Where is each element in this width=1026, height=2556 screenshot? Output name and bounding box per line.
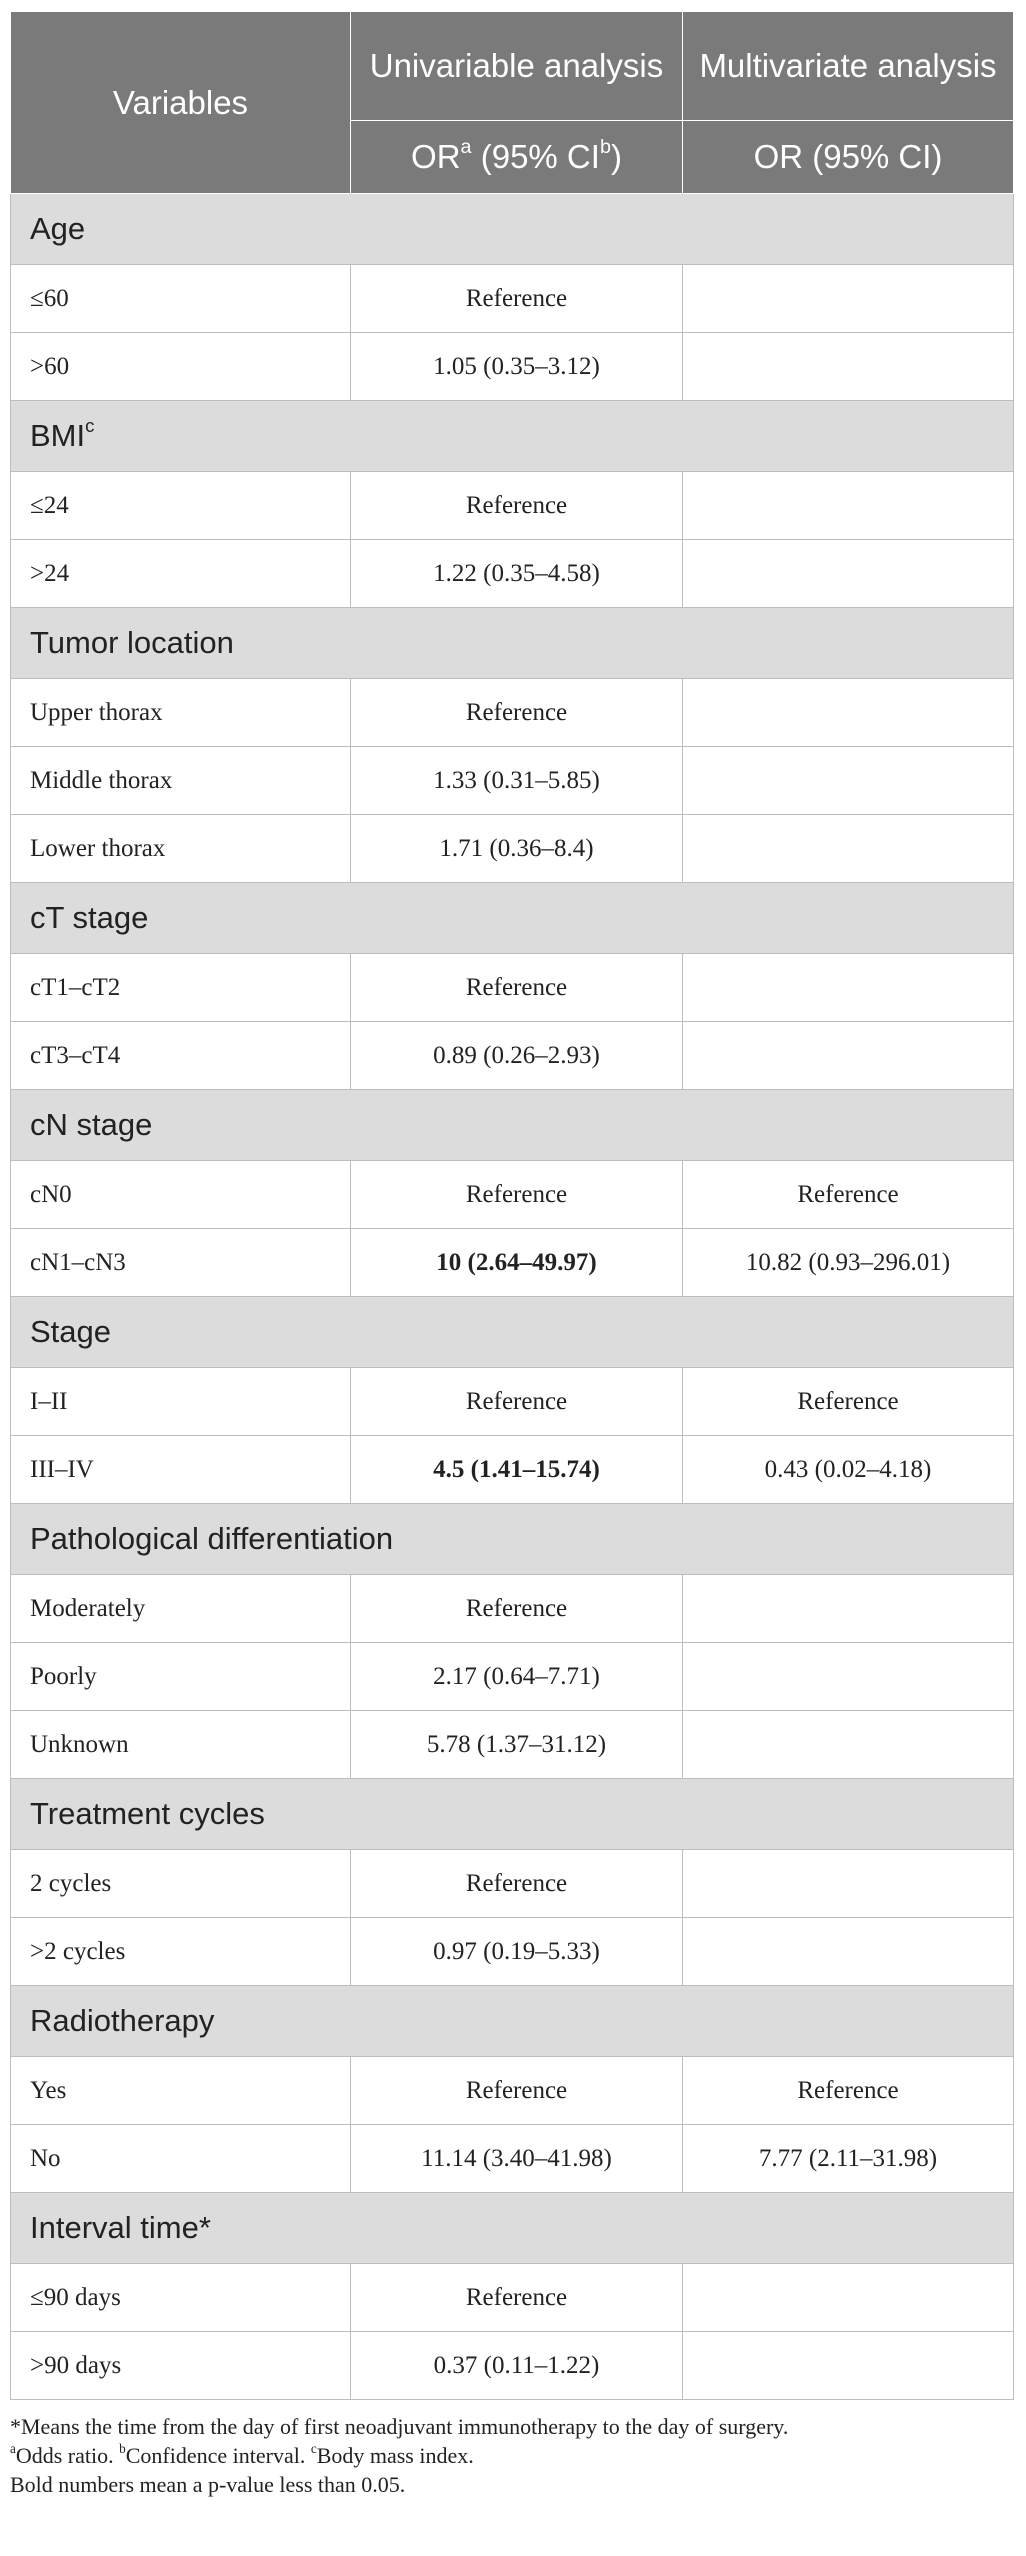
variable-label: >2 cycles bbox=[11, 1918, 351, 1986]
multivariate-value: 0.43 (0.02–4.18) bbox=[683, 1436, 1014, 1504]
univariable-value: Reference bbox=[351, 1575, 683, 1643]
multivariate-value: Reference bbox=[683, 1368, 1014, 1436]
variable-label: Yes bbox=[11, 2057, 351, 2125]
variable-label: I–II bbox=[11, 1368, 351, 1436]
section-title: Tumor location bbox=[11, 608, 1014, 679]
section-row bbox=[11, 1779, 1014, 1850]
univariable-value: Reference bbox=[351, 2057, 683, 2125]
multivariate-value: 10.82 (0.93–296.01) bbox=[683, 1229, 1014, 1297]
multivariate-value bbox=[683, 1711, 1014, 1779]
table-row bbox=[11, 2125, 1014, 2193]
variable-label: ≤90 days bbox=[11, 2264, 351, 2332]
header-variables: Variables bbox=[11, 12, 351, 194]
variable-label: cT1–cT2 bbox=[11, 954, 351, 1022]
section-row bbox=[11, 1297, 1014, 1368]
multivariate-value bbox=[683, 333, 1014, 401]
table-body bbox=[11, 194, 1014, 2400]
regression-table bbox=[10, 11, 1014, 2400]
variable-label: cN1–cN3 bbox=[11, 1229, 351, 1297]
multivariate-value bbox=[683, 265, 1014, 333]
results-table-container bbox=[10, 11, 1013, 2499]
univariable-value: 1.71 (0.36–8.4) bbox=[351, 815, 683, 883]
table-row bbox=[11, 747, 1014, 815]
univariable-value: 0.89 (0.26–2.93) bbox=[351, 1022, 683, 1090]
univariable-value: Reference bbox=[351, 472, 683, 540]
univariable-value: 0.97 (0.19–5.33) bbox=[351, 1918, 683, 1986]
variable-label: Poorly bbox=[11, 1643, 351, 1711]
variable-label: Moderately bbox=[11, 1575, 351, 1643]
table-row bbox=[11, 265, 1014, 333]
table-row bbox=[11, 815, 1014, 883]
table-row bbox=[11, 1022, 1014, 1090]
variable-label: ≤60 bbox=[11, 265, 351, 333]
variable-label: >90 days bbox=[11, 2332, 351, 2400]
footnote-bold-note: Bold numbers mean a p-value less than 0.05. bbox=[10, 2472, 406, 2497]
univariable-value: 0.37 (0.11–1.22) bbox=[351, 2332, 683, 2400]
table-row bbox=[11, 540, 1014, 608]
table-row bbox=[11, 1575, 1014, 1643]
section-row bbox=[11, 608, 1014, 679]
multivariate-value bbox=[683, 1643, 1014, 1711]
univariable-value: 10 (2.64–49.97) bbox=[351, 1229, 683, 1297]
section-title: Age bbox=[11, 194, 1014, 265]
multivariate-value bbox=[683, 2332, 1014, 2400]
footnote-star: *Means the time from the day of first neoadjuvant immunotherapy to the day of surgery. bbox=[10, 2414, 789, 2439]
section-row bbox=[11, 883, 1014, 954]
multivariate-value bbox=[683, 1918, 1014, 1986]
section-row bbox=[11, 194, 1014, 265]
univariable-value: 2.17 (0.64–7.71) bbox=[351, 1643, 683, 1711]
multivariate-value bbox=[683, 1022, 1014, 1090]
multivariate-value bbox=[683, 2264, 1014, 2332]
section-title: Stage bbox=[11, 1297, 1014, 1368]
header-univariable: Univariable analysis bbox=[351, 12, 683, 121]
univariable-value: 5.78 (1.37–31.12) bbox=[351, 1711, 683, 1779]
variable-label: >60 bbox=[11, 333, 351, 401]
univariable-value: 4.5 (1.41–15.74) bbox=[351, 1436, 683, 1504]
section-row bbox=[11, 401, 1014, 472]
section-title: BMI$^c$ bbox=[11, 401, 1014, 472]
univariable-value: 1.22 (0.35–4.58) bbox=[351, 540, 683, 608]
table-header bbox=[11, 12, 1014, 194]
variable-label: >24 bbox=[11, 540, 351, 608]
univariable-value: Reference bbox=[351, 679, 683, 747]
multivariate-value bbox=[683, 540, 1014, 608]
variable-label: III–IV bbox=[11, 1436, 351, 1504]
univariable-value: Reference bbox=[351, 265, 683, 333]
section-title: Radiotherapy bbox=[11, 1986, 1014, 2057]
table-row bbox=[11, 1918, 1014, 1986]
table-row bbox=[11, 2332, 1014, 2400]
univariable-value: 1.05 (0.35–3.12) bbox=[351, 333, 683, 401]
univariable-value: Reference bbox=[351, 1850, 683, 1918]
section-title: Treatment cycles bbox=[11, 1779, 1014, 1850]
header-multi-sub: OR (95% CI) bbox=[683, 121, 1014, 194]
variable-label: No bbox=[11, 2125, 351, 2193]
section-row bbox=[11, 2193, 1014, 2264]
multivariate-value: 7.77 (2.11–31.98) bbox=[683, 2125, 1014, 2193]
variable-label: Lower thorax bbox=[11, 815, 351, 883]
variable-label: Middle thorax bbox=[11, 747, 351, 815]
table-row bbox=[11, 472, 1014, 540]
section-title: cT stage bbox=[11, 883, 1014, 954]
section-row bbox=[11, 1090, 1014, 1161]
multivariate-value bbox=[683, 1850, 1014, 1918]
header-multivariate: Multivariate analysis bbox=[683, 12, 1014, 121]
table-row bbox=[11, 2057, 1014, 2125]
table-row bbox=[11, 1711, 1014, 1779]
table-row bbox=[11, 1161, 1014, 1229]
multivariate-value bbox=[683, 815, 1014, 883]
table-footnotes bbox=[10, 2412, 1013, 2499]
section-title: Pathological differentiation bbox=[11, 1504, 1014, 1575]
table-row bbox=[11, 2264, 1014, 2332]
table-row bbox=[11, 954, 1014, 1022]
section-title: cN stage bbox=[11, 1090, 1014, 1161]
table-row bbox=[11, 679, 1014, 747]
table-row bbox=[11, 333, 1014, 401]
variable-label: cN0 bbox=[11, 1161, 351, 1229]
univariable-value: 1.33 (0.31–5.85) bbox=[351, 747, 683, 815]
variable-label: ≤24 bbox=[11, 472, 351, 540]
multivariate-value bbox=[683, 472, 1014, 540]
variable-label: Unknown bbox=[11, 1711, 351, 1779]
multivariate-value: Reference bbox=[683, 2057, 1014, 2125]
multivariate-value bbox=[683, 679, 1014, 747]
multivariate-value bbox=[683, 747, 1014, 815]
table-row bbox=[11, 1436, 1014, 1504]
multivariate-value bbox=[683, 1575, 1014, 1643]
table-row bbox=[11, 1229, 1014, 1297]
variable-label: 2 cycles bbox=[11, 1850, 351, 1918]
table-row bbox=[11, 1850, 1014, 1918]
univariable-value: Reference bbox=[351, 2264, 683, 2332]
univariable-value: 11.14 (3.40–41.98) bbox=[351, 2125, 683, 2193]
header-uni-sub: $OR^a$ (95% $CI^b$) bbox=[351, 121, 683, 194]
table-row bbox=[11, 1368, 1014, 1436]
univariable-value: Reference bbox=[351, 1368, 683, 1436]
section-row bbox=[11, 1504, 1014, 1575]
univariable-value: Reference bbox=[351, 1161, 683, 1229]
section-title: Interval time* bbox=[11, 2193, 1014, 2264]
table-row bbox=[11, 1643, 1014, 1711]
multivariate-value: Reference bbox=[683, 1161, 1014, 1229]
multivariate-value bbox=[683, 954, 1014, 1022]
variable-label: Upper thorax bbox=[11, 679, 351, 747]
variable-label: cT3–cT4 bbox=[11, 1022, 351, 1090]
univariable-value: Reference bbox=[351, 954, 683, 1022]
section-row bbox=[11, 1986, 1014, 2057]
footnote-abbreviations: $^a$Odds ratio. $^b$Confidence interval. $^c$Body mass index. bbox=[10, 2441, 474, 2468]
